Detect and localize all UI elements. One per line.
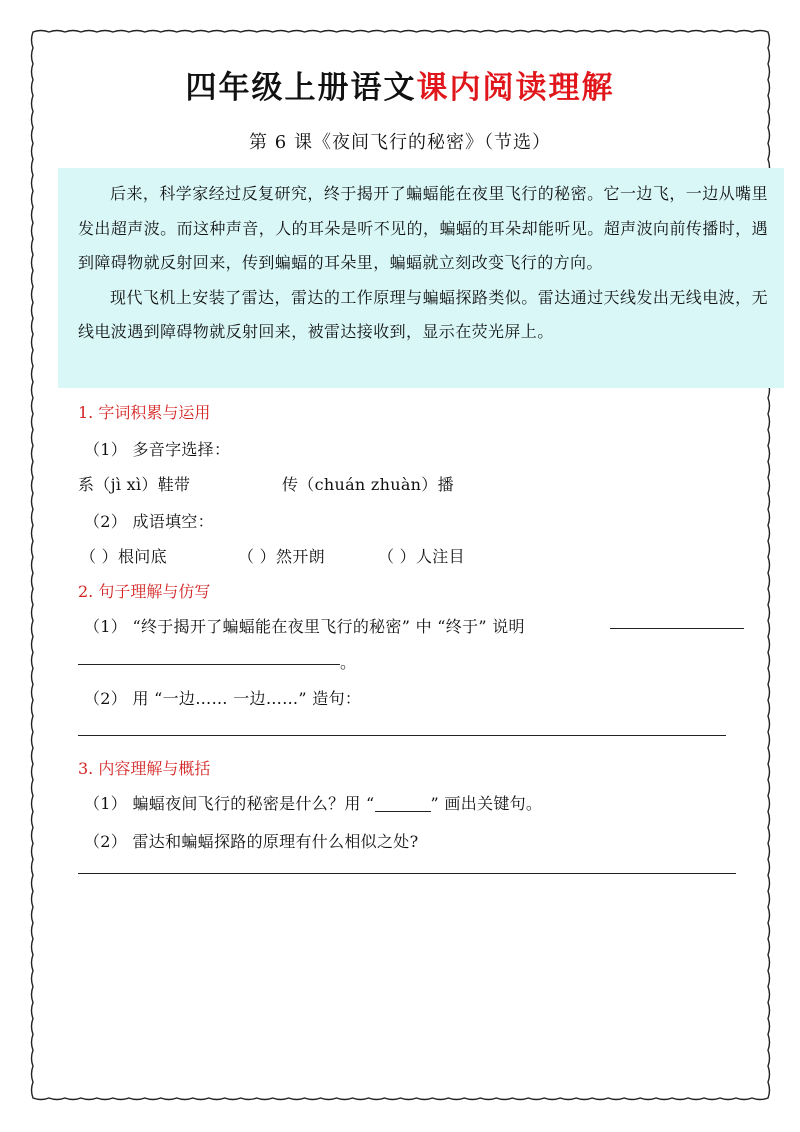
passage-paragraph: 后来，科学家经过反复研究，终于揭开了蝙蝠能在夜里飞行的秘密。它一边飞，一边从嘴里发出超声波。而这种声音，人的耳朵是听不见的，蝙蝠的耳朵却能听见。超声波向前传播时，遇到障碍物就反射回来，传到蝙蝠的耳朵里，蝙蝠就立刻改变飞行的方向。: [78, 184, 768, 272]
question-idiom: （2） 成语填空：: [84, 512, 214, 531]
lesson-subtitle: 第 6 课《夜间飞行的秘密》（节选）: [249, 132, 551, 153]
idiom-item-2: （ ）然开朗: [238, 547, 325, 566]
question-secret: [84, 791, 542, 814]
question-zhongyu: （1） “终于揭开了蝙蝠能在夜里飞行的秘密” 中 “终于” 说明: [84, 617, 525, 636]
passage-paragraph: 现代飞机上安装了雷达，雷达的工作原理与蝙蝠探路类似。雷达通过天线发出无线电波，无线电波遇到障碍物就反射回来，被雷达接收到，显示在荧光屏上。: [78, 287, 768, 341]
idiom-item-1: （ ）根问底: [80, 547, 167, 566]
section-heading-vocabulary: 1. 字词积累与运用: [78, 403, 211, 422]
question-radar: （2） 雷达和蝙蝠探路的原理有什么相似之处?: [84, 832, 419, 851]
answer-line[interactable]: [78, 873, 736, 874]
polyphonic-item-2: 传（chuán zhuàn）播: [282, 475, 454, 494]
question-secret-text: （1） 蝙蝠夜间飞行的秘密是什么？用 “: [84, 794, 375, 813]
title-black-part: 四年级上册语文: [185, 70, 417, 106]
idiom-item-3: （ ）人注目: [378, 547, 465, 566]
answer-line[interactable]: [78, 664, 340, 665]
answer-line[interactable]: [78, 735, 726, 736]
section-heading-sentence: 2. 句子理解与仿写: [78, 582, 211, 601]
reading-passage: [58, 168, 784, 388]
question-polyphonic: （1） 多音字选择：: [84, 440, 231, 459]
page-title: [0, 62, 800, 107]
title-red-part: 课内阅读理解: [416, 70, 615, 106]
question-secret-text-end: ” 画出关键句。: [430, 794, 543, 813]
question-make-sentence: （2） 用 “一边…… 一边……” 造句：: [84, 689, 362, 708]
sentence-end-mark: 。: [340, 653, 357, 672]
inline-underline-sample: [375, 799, 431, 812]
section-heading-comprehension: 3. 内容理解与概括: [78, 759, 211, 778]
polyphonic-item-1: 系（jì xì）鞋带: [78, 475, 191, 494]
answer-line[interactable]: [610, 628, 744, 629]
